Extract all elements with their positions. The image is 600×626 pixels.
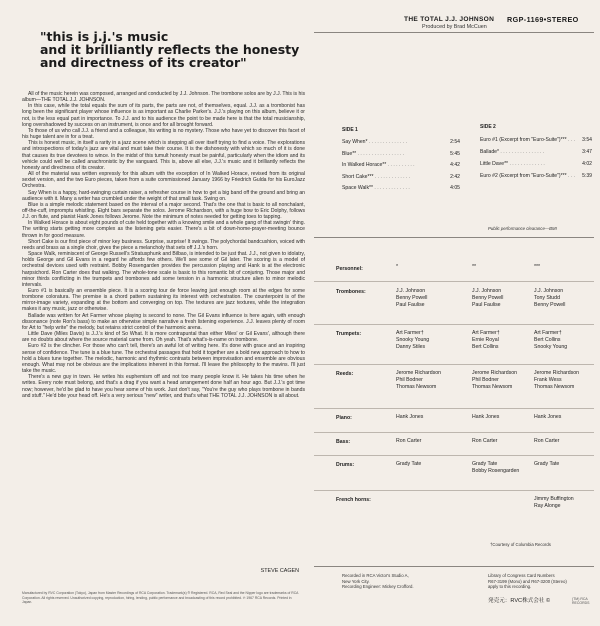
personnel-musicians: Jimmy Buffington Ray Alonge [534, 496, 574, 509]
performance-clearance: Public performance clearance—BMI [488, 226, 557, 231]
personnel-musicians: J.J. Johnson Benny Powell Paul Faulise [472, 288, 504, 308]
track-leader-dots: . . . [566, 137, 576, 143]
track-name: Say When* [342, 139, 368, 145]
track-duration: 5:45 [450, 150, 460, 157]
personnel-divider [314, 566, 594, 567]
track-title [480, 173, 575, 179]
personnel-musicians: Jerome Richardson Phil Bodner Thomas Newsom [396, 370, 441, 390]
personnel-row-divider [314, 408, 594, 409]
track-duration: 4:42 [450, 162, 460, 168]
notes-paragraph: Little Dave (Miles Davis) is J.J.'s kind of So What. It is more contrapuntal than either Miles' or Gil Evans', although there are no doubts about where the source material came from. Oh yeah. That's what's-is-name on trombone. [22, 331, 305, 344]
personnel-musicians: Grady Tate Bobby Rosengarden [472, 461, 520, 474]
publisher-name: 発売元：RVC株式会社 © [488, 598, 551, 604]
catalog-number: RGP-1169•STEREO [507, 15, 579, 24]
track-duration: 2:42 [450, 173, 460, 180]
personnel-musicians: Hank Jones [534, 414, 562, 420]
notes-paragraph: Blue is a simple melodic statement based on the interval of a major second. That's the one that is basic to all nonchalant, off-the-cuff, impromptu whistling. Eight bars separate the solos. Jerome Richardson, with a huge bow to Eric Dolphy, follows J.J. on flute, and pianist Hank Jones follows Jerome. Note the minimum of notes needed for getting toes to tapping. [22, 201, 305, 221]
library-of-congress-note: Library of Congress Card Numbers R67-3199 (Mono) and R67-3200 (Stereo) apply to this recording. [488, 573, 567, 589]
track-name: Little Dave** [480, 161, 509, 167]
personnel-role: Reeds: [336, 371, 354, 377]
notes-headline: "this is j.j.'s music and it brilliantly reflects the honesty and directness of its creator" [40, 30, 300, 70]
tracklist-divider [314, 237, 594, 238]
notes-paragraph: Ballade was written for Art Farmer whose playing is second to none. The Gil Evans influence is here again, with enough dissonance (note Ron's bass) to make an otherwise simple narrative a fresh listening experience. J.J. leaves plenty of room for Art to "help write" the melody, but retains strict control of the harmonic arena. [22, 312, 305, 331]
notes-signature: STEVE CAGEN [260, 568, 299, 574]
personnel-row-divider [314, 324, 594, 325]
notes-paragraph: In this case, while the total equals the sum of its parts, the parts are not, of themselves, equal. J.J. as a trombonist has long been the significant player whose influence is as important as Charlie Parker's. J.J.'s playing on this album, believe it or not, is the less equal part in importance. To J.J. and to his audience the point to be made here is that the total musicianship, long overshadowed by success on an instrument, is once and for all brought forward. [22, 103, 305, 128]
notes-paragraph: All of the material was written expressly for this album with the exception of In Walked Horace, revised from its original sextet version, and the two Euro pieces, taken from a suite commissioned January 1966 by Friedrich Gulda for his EuroJazz Orchestra. [22, 171, 305, 190]
track-name: Euro #1 (Excerpt from "Euro-Suite")*** [480, 137, 567, 143]
personnel-musicians: Ron Carter [472, 438, 498, 444]
personnel-musicians: J.J. Johnson Tony Studd Benny Powell [534, 288, 566, 308]
notes-paragraph: Space Walk, reminiscent of George Russell's Stratusphunk and Bilbao, is intended to be just that. J.J., not given to idolatry, holds George and Gil Evans in a regard he affords few others. We'll see some of Gil later. The scoring is a model of orchestral devices used with restraint. Bobby Rosengarden provides the percussion playing and Hank is at the electronic harpsichord. Ron Carter does that walking. The whole-tone scale is basic to this romantic bit of conjuring. Those major and minor thirds conflicting in the trumpets and trombones add some tension in a harmonic structure alien to minor melodic intervals. [22, 251, 305, 288]
personnel-header-divider [314, 281, 594, 282]
personnel-column-marker: ** [472, 264, 477, 270]
personnel-column-marker: *** [534, 264, 541, 270]
track-title [480, 137, 575, 143]
track-name: Ballade* [480, 149, 499, 155]
notes-paragraph: Short Cake is our first piece of minor key business. Surprise, surprise! It swings. The polychordal bandcushion, voiced with reeds and brass as a single choir, gives the piece a melancholy that sets off J.J.'s horn. [22, 238, 305, 251]
liner-notes [22, 30, 305, 610]
track-leader-dots: . . . . . . . . . . . . . . . . . [356, 150, 405, 157]
personnel-musicians: Hank Jones [396, 414, 424, 420]
track-leader-dots: . . . . . . . . . . . . . . [367, 139, 408, 145]
notes-essay [22, 91, 305, 399]
manufacturer-fine-print: Manufactured by RVC Corporation (Tokyo), Japan from Master Recordings of RCA Corporation. Trademark(s) ® Registered. RCA, Red Seal and the Nipper logo are trademarks of RCA Corporation. All rights reserved. Unauthorized copying, reproduction, hiring, lending, public performance and broadcasting of this record prohibited. ℗ 1967 RCA Records. Printed in Japan. [22, 591, 299, 604]
track-name: In Walked Horace** [342, 162, 387, 168]
recording-location: Recorded in RCA Victor's Studio A, New York City. Recording Engineer: Mickey Crofford. [342, 573, 414, 589]
header-divider [314, 32, 594, 33]
personnel-role: Piano: [336, 415, 352, 421]
track-leader-dots: . . . . . . . . . . . . . [372, 185, 410, 191]
track-title [342, 151, 404, 157]
track-duration: 3:47 [582, 149, 592, 155]
personnel-role: French horns: [336, 497, 371, 503]
personnel-musicians: Hank Jones [472, 414, 500, 420]
track-leader-dots: . . . . . . . . . . . . . [508, 161, 545, 167]
track-title [342, 139, 407, 145]
personnel-musicians: Jerome Richardson Phil Bodner Thomas Newsom [472, 370, 517, 390]
track-duration: 4:02 [582, 161, 592, 167]
track-name: Short Cake*** [342, 173, 374, 180]
producer-credit: Produced by Brad McCuen [422, 24, 487, 30]
notes-paragraph: In Walked Horace is about eight pounds of cute held together with a knowing smile and a whole gang of that swingin' thing. The writing starts getting more complex as the listening gets easier. There's a bit of down-home-prayer-meeting bounce thrown in for good measure. [22, 220, 305, 239]
personnel-role: Drums: [336, 462, 355, 468]
notes-paragraph: To those of us who call J.J. a friend and a colleague, his writing is no mystery. Those who have yet to discover this facet of his huge talent are in for a treat. [22, 127, 305, 141]
personnel-musicians: Ron Carter [534, 438, 560, 444]
personnel-musicians: Art Farmer† Snooky Young Danny Stiles [396, 330, 430, 350]
personnel-role: Trumpets: [336, 331, 362, 337]
track-leader-dots: . . . [566, 173, 576, 179]
notes-paragraph: Euro #2 is the clincher. For those who can't tell, there's an awful lot of writing here. It's done with grace and an inspiring sense of confidence. The tune is a blue tune. The orchestral passages that hold it together are a bold new approach to how to hold a blues tune together. The melodic, harmonic and rhythmic contrasts between improvisation and ensemble are obvious enough. What may not be obvious are the implications inherent in this format. I'll leave the philosophy to the mavins. I'll just take the music. [22, 343, 305, 375]
personnel-column-marker: * [396, 264, 399, 270]
notes-paragraph: All of the music herein was composed, arranged and conducted by J.J. Johnson. The trombone solos are by J.J. This is his album—THE TOTAL J.J. JOHNSON. [22, 91, 305, 104]
side2-heading: SIDE 2 [480, 124, 496, 130]
track-duration: 4:05 [450, 185, 460, 191]
personnel-row-divider [314, 490, 594, 491]
personnel-musicians: Jerome Richardson Frank Wess Thomas Newsom [534, 370, 579, 390]
notes-paragraph: This is honest music, in itself a rarity in a jazz scene which is stepping all over itself trying to find a voice. The explorations and introspections of today's jazz are vital and must take their course. It is the dishonesty with which so much of it is done that causes its true devotees to wince. In the midst of this tumult honesty must be painful, particularly when the idiom and its vehicle could well be called anachronistic by the vanguard. This is, above all else, J.J.'s music and it brilliantly reflects the honesty and directness of its creator. [22, 140, 305, 171]
track-duration: 3:54 [582, 137, 592, 143]
track-name: Euro #2 (Excerpt from "Euro-Suite")*** [480, 173, 567, 179]
rca-logo-text: (TM) RCA RECORDS [572, 597, 590, 605]
notes-paragraph: Euro #1 is basically an ensemble piece. It is a scoring tour de force leaving just enough room at the edges for some trombone coloratura. The premise is a chord pattern sustaining its interest with orchestration. The counterpoint is of the mirror-image variety, expanding at the bottom and converging on top. The textures are jazz textures, while the integration makes it any music, jazz or otherwise. [22, 288, 305, 313]
personnel-role: Trombones: [336, 289, 366, 295]
personnel-row-divider [314, 455, 594, 456]
personnel-musicians: Grady Tate [396, 461, 422, 467]
album-info-panel [314, 0, 594, 626]
side1-heading: SIDE 1 [342, 127, 358, 133]
track-title [342, 162, 415, 168]
personnel-musicians: Grady Tate [534, 461, 560, 467]
track-duration: 2:54 [450, 139, 460, 145]
track-title [342, 174, 410, 180]
track-title [342, 185, 410, 191]
track-title [480, 161, 545, 167]
personnel-role: Bass: [336, 439, 351, 445]
personnel-row-divider [314, 432, 594, 433]
notes-paragraph: There's a new guy in town. He writes his euphemism off and not too many people know it. He takes his time when he writes. Every note must belong, and that's a drag if you want a head arrangement done half an hour ago. But J.J.'s got time now; however, he'd be glad to have you hear some of his work. Just don't say, "You're the guy who plays trombone in bands and stuff." He'd bite your head off. He's a very serious "new" writer, and that's what THE TOTAL J.J. JOHNSON is all about. [22, 374, 305, 399]
personnel-row-divider [314, 364, 594, 365]
personnel-musicians: Art Farmer† Bert Collins Snooky Young [534, 330, 568, 350]
personnel-musicians: J.J. Johnson Benny Powell Paul Faulise [396, 288, 428, 308]
album-title: THE TOTAL J.J. JOHNSON [404, 16, 495, 23]
personnel-musicians: Ron Carter [396, 438, 422, 444]
track-leader-dots: . . . . . . . . . . . . . [373, 173, 411, 180]
track-leader-dots: . . . . . . . . . . . . . . . . [498, 149, 545, 155]
track-name: Blue** [342, 150, 357, 157]
track-title [480, 149, 544, 155]
personnel-musicians: Art Farmer† Ernie Royal Bert Collins [472, 330, 500, 350]
track-duration: 5:39 [582, 173, 592, 179]
track-leader-dots: . . . . . . . . . . [386, 162, 415, 168]
personnel-label: Personnel: [336, 266, 363, 272]
notes-paragraph: Say When is a happy, hard-swinging curtain raiser, a refresher course in how to get a big band off the ground and bring an audience with it. Many a writer has crumbled under the weight of that small task. Swing on. [22, 189, 305, 202]
courtesy-note: †Courtesy of Columbia Records [490, 542, 551, 547]
track-name: Space Walk** [342, 185, 373, 191]
